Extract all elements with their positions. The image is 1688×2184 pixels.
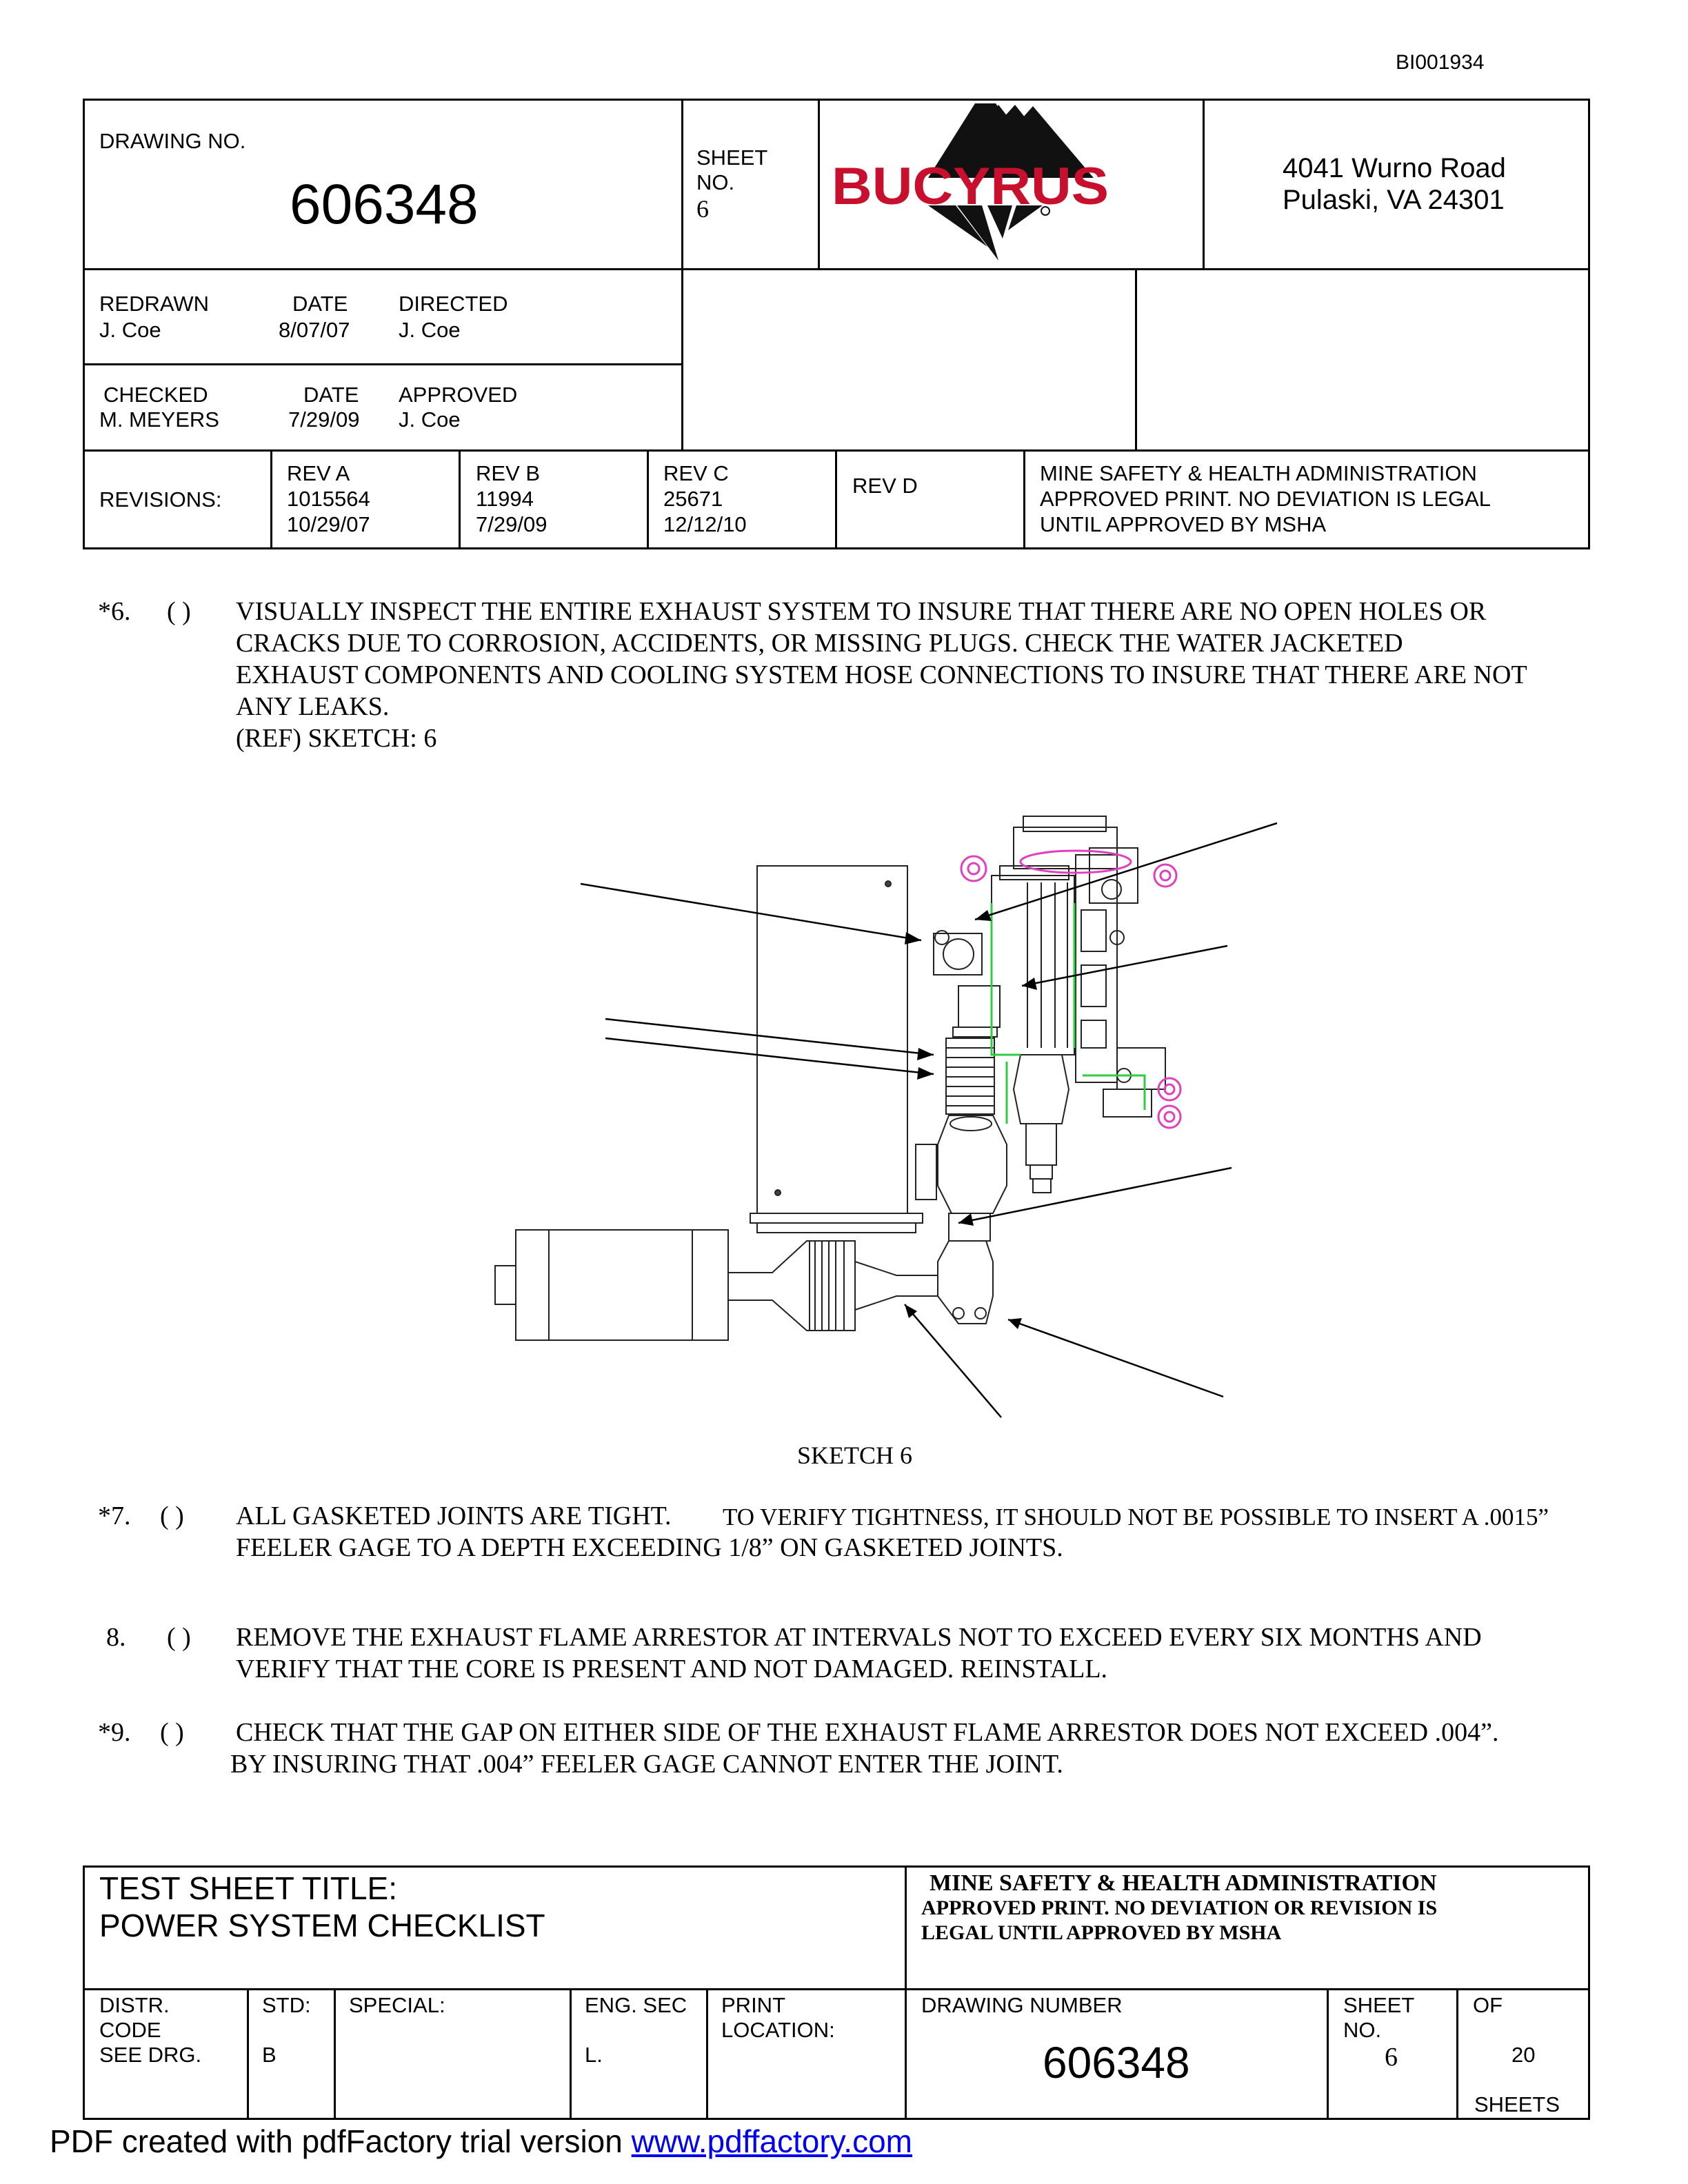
item-text-line: BY INSURING THAT .004” FEELER GAGE CANNOT ENTER THE JOINT. — [230, 1750, 1063, 1779]
sheet-label: SHEET — [696, 145, 768, 170]
document-id: BI001934 — [1396, 51, 1485, 74]
directed-label: DIRECTED — [399, 292, 508, 316]
footer-sheet-no-label: NO. — [1343, 2018, 1382, 2042]
logo-text: BUCYRUS — [832, 157, 1109, 216]
drawing-no: 606348 — [290, 173, 479, 236]
checked-label: CHECKED — [103, 383, 208, 407]
checked-by: M. MEYERS — [99, 407, 219, 432]
test-sheet-title: POWER SYSTEM CHECKLIST — [99, 1908, 545, 1943]
drawing-no-label: DRAWING NO. — [99, 129, 246, 153]
revision-number: 25671 — [663, 487, 723, 511]
pdf-watermark — [50, 2122, 912, 2161]
exhaust-system-sketch — [483, 800, 1296, 1420]
msha-header-line3: UNTIL APPROVED BY MSHA — [1040, 512, 1327, 536]
item-text-line: REMOVE THE EXHAUST FLAME ARRESTOR AT INTERVALS NOT TO EXCEED EVERY SIX MONTHS AND — [236, 1623, 1482, 1652]
sheets-label: SHEETS — [1474, 2092, 1560, 2116]
item-lead-rest: TO VERIFY TIGHTNESS, IT SHOULD NOT BE POSSIBLE TO INSERT A .0015” — [723, 1504, 1549, 1530]
revision-number: 1015564 — [287, 487, 370, 511]
sheet-no: 6 — [696, 195, 709, 223]
item-text-line: EXHAUST COMPONENTS AND COOLING SYSTEM HOSE CONNECTIONS TO INSURE THAT THERE ARE NOT — [236, 660, 1527, 689]
item-checkbox[interactable]: ( ) — [167, 597, 191, 626]
location-label: LOCATION: — [721, 2018, 835, 2042]
code-label: CODE — [99, 2018, 161, 2042]
footer-sheet-no: 6 — [1385, 2043, 1398, 2072]
directed-by: J. Coe — [399, 318, 461, 342]
of-value: 20 — [1511, 2043, 1536, 2067]
distr-value: SEE DRG. — [99, 2043, 202, 2067]
item-number: *7. — [98, 1502, 131, 1530]
drawing-number-label: DRAWING NUMBER — [921, 1993, 1123, 2017]
footer-sheet-label: SHEET — [1343, 1993, 1415, 2017]
revision-number: 11994 — [476, 487, 534, 511]
eng-sec-value: L. — [585, 2043, 603, 2067]
bucyrus-logo — [825, 101, 1201, 267]
approved-label: APPROVED — [399, 383, 518, 407]
distr-label: DISTR. — [99, 1993, 170, 2017]
eng-sec-label: ENG. SEC — [585, 1993, 687, 2017]
msha-footer-line3: LEGAL UNTIL APPROVED BY MSHA — [921, 1921, 1282, 1944]
msha-footer-line2: APPROVED PRINT. NO DEVIATION OR REVISION IS — [921, 1897, 1438, 1919]
revision-label: REV B — [476, 461, 541, 485]
watermark-text: PDF created with pdfFactory trial version — [50, 2123, 632, 2159]
item-checkbox[interactable]: ( ) — [160, 1718, 184, 1747]
std-value: B — [262, 2043, 277, 2067]
item-text-line: VISUALLY INSPECT THE ENTIRE EXHAUST SYSTEM TO INSURE THAT THERE ARE NO OPEN HOLES OR — [236, 597, 1487, 626]
pdffactory-link[interactable]: www.pdffactory.com — [631, 2123, 912, 2159]
test-sheet-title-label: TEST SHEET TITLE: — [99, 1870, 398, 1906]
item-text-line: CRACKS DUE TO CORROSION, ACCIDENTS, OR MISSING PLUGS. CHECK THE WATER JACKETED — [236, 629, 1403, 658]
item-checkbox[interactable]: ( ) — [167, 1623, 191, 1652]
item-text-line: FEELER GAGE TO A DEPTH EXCEEDING 1/8” ON GASKETED JOINTS. — [236, 1533, 1063, 1562]
revisions-label: REVISIONS: — [99, 487, 222, 512]
item-text-line: ANY LEAKS. — [236, 692, 390, 721]
sheet-no-label: NO. — [696, 170, 735, 194]
redrawn-by: J. Coe — [99, 318, 161, 342]
msha-footer-line1: MINE SAFETY & HEALTH ADMINISTRATION — [930, 1870, 1437, 1896]
item-checkbox[interactable]: ( ) — [160, 1502, 184, 1530]
item-lead-text: ALL GASKETED JOINTS ARE TIGHT. — [236, 1502, 672, 1530]
print-label: PRINT — [721, 1993, 785, 2017]
item-text-line: (REF) SKETCH: 6 — [236, 724, 437, 753]
revision-date: 10/29/07 — [287, 512, 370, 536]
item-number: 8. — [106, 1623, 126, 1652]
sketch-caption: SKETCH 6 — [797, 1442, 913, 1469]
checked-date-label: DATE — [303, 383, 359, 407]
msha-header-line2: APPROVED PRINT. NO DEVIATION IS LEGAL — [1040, 487, 1491, 511]
of-label: OF — [1473, 1993, 1503, 2017]
revision-label: REV A — [287, 461, 350, 485]
revision-date: 12/12/10 — [663, 512, 747, 536]
special-label: SPECIAL: — [349, 1993, 445, 2017]
item-number: *9. — [98, 1718, 131, 1747]
redrawn-label: REDRAWN — [99, 292, 210, 316]
item-text-line: CHECK THAT THE GAP ON EITHER SIDE OF THE EXHAUST FLAME ARRESTOR DOES NOT EXCEED .004”. — [236, 1718, 1499, 1747]
revision-date: 7/29/09 — [476, 512, 547, 536]
msha-header-line1: MINE SAFETY & HEALTH ADMINISTRATION — [1040, 461, 1477, 485]
redrawn-date: 8/07/07 — [279, 318, 350, 342]
item-text-line: VERIFY THAT THE CORE IS PRESENT AND NOT DAMAGED. REINSTALL. — [236, 1655, 1108, 1684]
std-label: STD: — [262, 1993, 311, 2017]
address-line2: Pulaski, VA 24301 — [1283, 185, 1505, 215]
address-line1: 4041 Wurno Road — [1283, 153, 1506, 183]
checked-date: 7/29/09 — [288, 407, 360, 432]
revision-label: REV D — [852, 474, 918, 498]
item-number: *6. — [98, 597, 131, 626]
redrawn-date-label: DATE — [292, 292, 348, 316]
revision-label: REV C — [663, 461, 729, 485]
approved-by: J. Coe — [399, 407, 461, 432]
footer-drawing-number: 606348 — [1043, 2038, 1190, 2087]
